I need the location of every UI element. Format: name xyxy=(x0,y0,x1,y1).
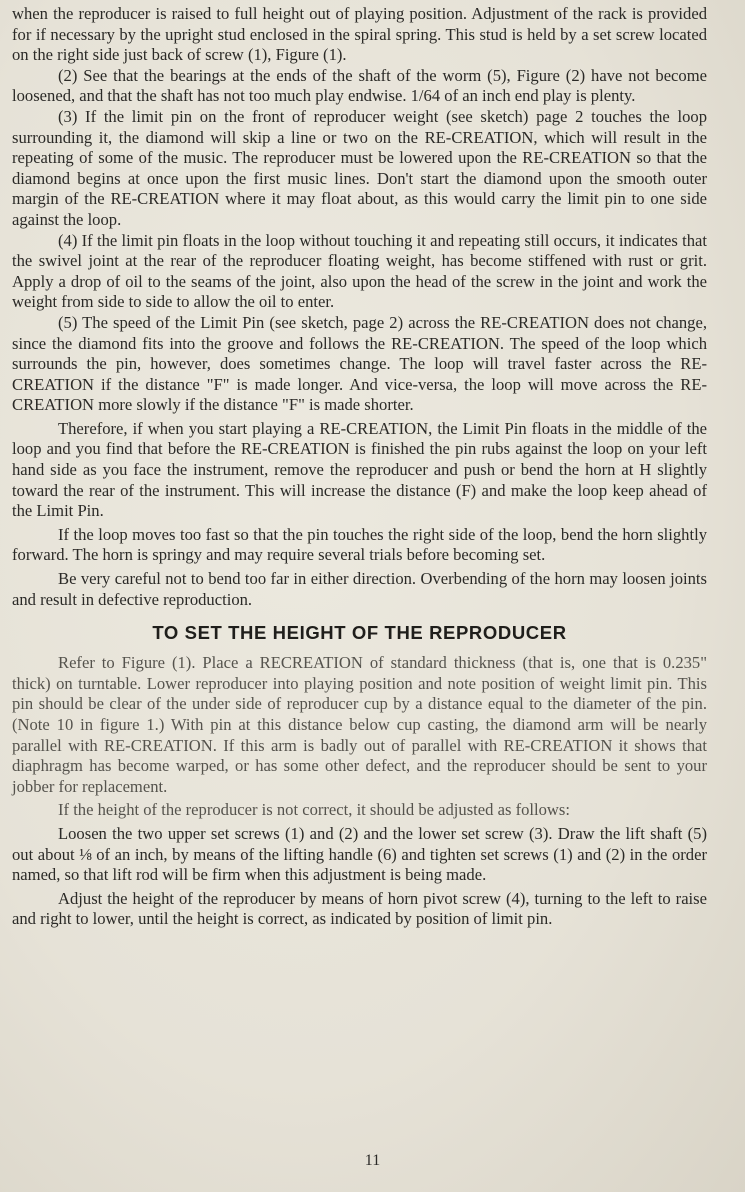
paragraph-caution: Be very careful not to bend too far in either direction. Overbending of the horn may loosen joints and result in defective reproduction. xyxy=(12,569,707,609)
paragraph-item-2: (2) See that the bearings at the ends of the shaft of the worm (5), Figure (2) have not become loosened, and that the shaft has not too much play endwise. 1/64 of an inch end play is plenty. xyxy=(12,65,707,106)
paragraph-item-4: (4) If the limit pin floats in the loop without touching it and repeating still occurs, it indicates that the swivel joint at the rear of the reproducer floating weight, has become stiffened with rust or grit. Apply a drop of oil to the seams of the joint, also upon the head of the screw in the joint and work the weight from side to side to allow the oil to enter. xyxy=(12,230,707,312)
page-number: 11 xyxy=(364,1152,381,1169)
paragraph-loop-too-fast: If the loop moves too fast so that the pin touches the right side of the loop, bend the horn slightly forward. The horn is springy and may require several trials before becoming set. xyxy=(12,524,707,565)
paragraph-continued: when the reproducer is raised to full height out of playing position. Adjustment of the rack is provided for if necessary by the upright stud enclosed in the spiral spring. This stud is held by a set screw located on the right side just back of screw (1), Figure (1). xyxy=(12,4,707,65)
paragraph-item-5: (5) The speed of the Limit Pin (see sketch, page 2) across the RE-CREATION does not change, since the diamond fits into the groove and follows the RE-CREATION. The speed of the loop which surrounds the pin, however, does sometimes change. The loop will travel faster across the RE-CREATION if the distance "F" is made longer. And vice-versa, the loop will move across the RE-CREATION more slowly if the distance "F" is made shorter. xyxy=(12,312,707,415)
paragraph-item-3: (3) If the limit pin on the front of reproducer weight (see sketch) page 2 touches the loop surrounding it, the diamond will skip a line or two on the RE-CREATION, which will result in the repeating of some of the music. The reproducer must be lowered upon the RE-CREATION so that the diamond begins at once upon the first music lines. Don't start the diamond upon the smooth outer margin of the RE-CREATION where it may float about, as this would carry the limit pin to one side against the loop. xyxy=(12,106,707,229)
paragraph-loosen-screws: Loosen the two upper set screws (1) and (2) and the lower set screw (3). Draw the lift shaft (5) out about ⅛ of an inch, by means of the lifting handle (6) and tighten set screws (1) and (2) in the order named, so that lift rod will be firm when this adjustment is being made. xyxy=(12,823,707,885)
paragraph-adjust-height: Adjust the height of the reproducer by means of horn pivot screw (4), turning to the left to raise and right to lower, until the height is correct, as indicated by position of limit pin. xyxy=(12,888,707,929)
paragraph-therefore: Therefore, if when you start playing a RE-CREATION, the Limit Pin floats in the middle of the loop and you find that before the RE-CREATION is finished the pin rubs against the loop on your left hand side as you face the instrument, remove the reproducer and push or bend the horn at H slightly toward the rear of the instrument. This will increase the distance (F) and make the loop keep ahead of the Limit Pin. xyxy=(12,418,707,521)
section-heading: TO SET THE HEIGHT OF THE REPRODUCER xyxy=(152,622,567,644)
paragraph-refer-figure: Refer to Figure (1). Place a RECREATION of standard thickness (that is, one that is 0.235" thick) on turntable. Lower reproducer into playing position and note position of weight limit pin. This pin should be clear of the under side of reproducer cup by a distance equal to the diameter of the pin. (Note 10 in figure 1.) With pin at this distance below cup casting, the diamond arm will be nearly parallel with RE-CREATION. If this arm is badly out of parallel with RE-CREATION it shows that diaphragm has become warped, or has some other defect, and the reproducer should be sent to your jobber for replacement. xyxy=(12,653,707,796)
paragraph-height-not-correct: If the height of the reproducer is not correct, it should be adjusted as follows: xyxy=(58,800,570,820)
